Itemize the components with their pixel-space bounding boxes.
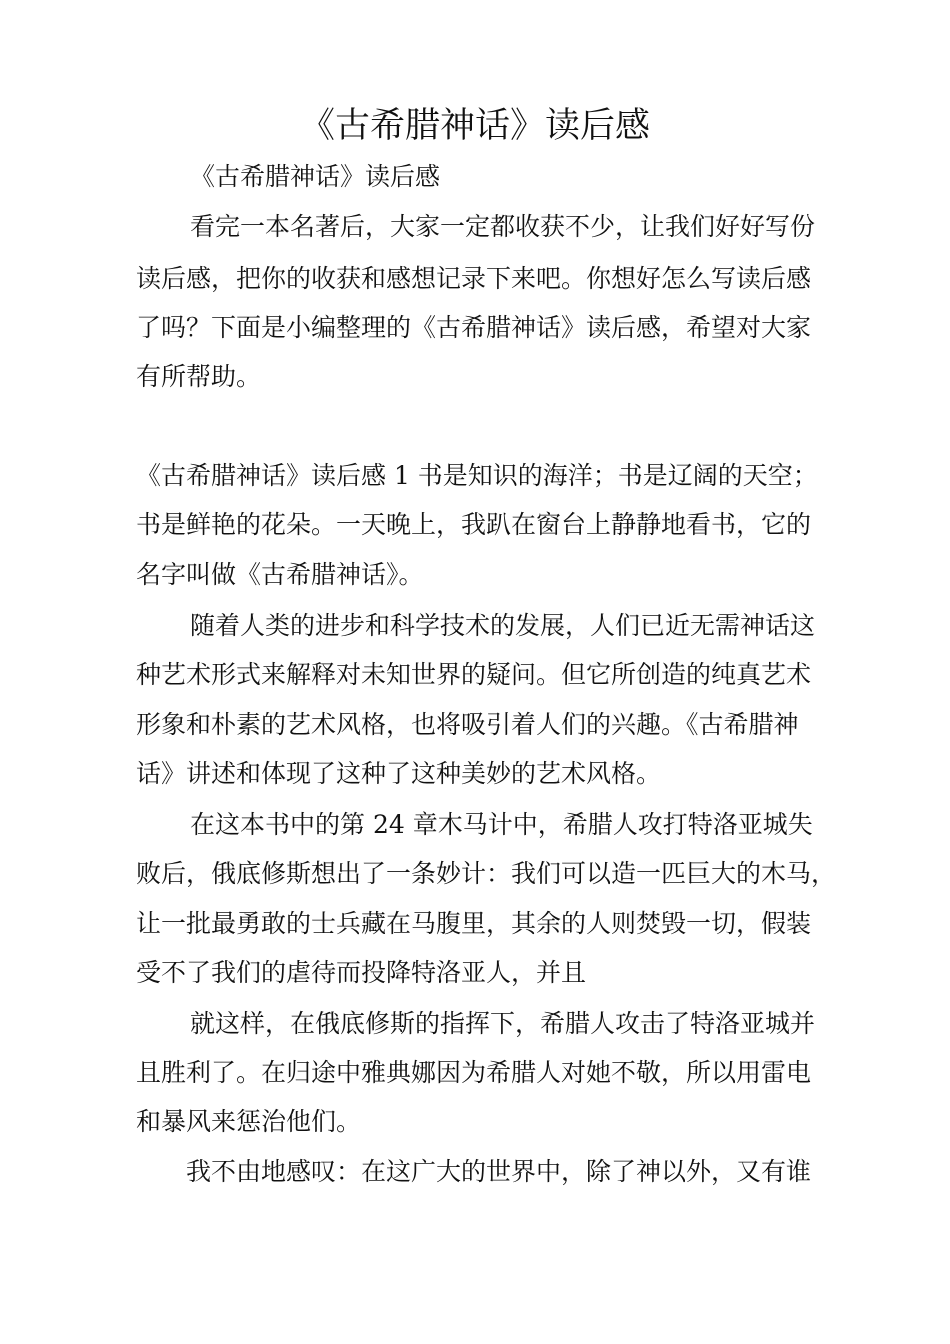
document-title: 《古希腊神话》读后感 (299, 106, 650, 146)
paragraph-line: 种艺术形式来解释对未知世界的疑问。但它所创造的纯真艺术 (136, 660, 812, 689)
paragraph-line: 了吗？下面是小编整理的《古希腊神话》读后感，希望对大家 (136, 313, 812, 342)
paragraph-line: 《古希腊神话》读后感 1 书是知识的海洋；书是辽阔的天空； (136, 461, 818, 490)
paragraph-line: 形象和朴素的艺术风格，也将吸引着人们的兴趣。《古希腊神 (136, 710, 799, 739)
paragraph-line: 就这样，在俄底修斯的指挥下，希腊人攻击了特洛亚城并 (190, 1009, 816, 1038)
paragraph-line: 和暴风来惩治他们。 (136, 1107, 362, 1136)
paragraph-line: 让一批最勇敢的士兵藏在马腹里，其余的人则焚毁一切，假装 (136, 909, 812, 938)
document-subtitle: 《古希腊神话》读后感 (190, 162, 441, 191)
paragraph-line: 败后，俄底修斯想出了一条妙计：我们可以造一匹巨大的木马， (136, 859, 837, 888)
paragraph-line: 看完一本名著后，大家一定都收获不少，让我们好好写份 (190, 212, 816, 241)
paragraph-line: 有所帮助。 (136, 362, 262, 391)
paragraph-line: 话》讲述和体现了这种了这种美妙的艺术风格。 (136, 759, 662, 788)
paragraph-line: 我不由地感叹：在这广大的世界中，除了神以外，又有谁 (186, 1157, 812, 1186)
paragraph-line: 随着人类的进步和科学技术的发展，人们已近无需神话这 (190, 611, 816, 640)
paragraph-line: 受不了我们的虐待而投降特洛亚人，并且 (136, 958, 587, 987)
paragraph-line: 书是鲜艳的花朵。一天晚上，我趴在窗台上静静地看书，它的 (136, 510, 812, 539)
paragraph-line: 读后感，把你的收获和感想记录下来吧。你想好怎么写读后感 (136, 264, 812, 293)
paragraph-line: 在这本书中的第 24 章木马计中，希腊人攻打特洛亚城失 (190, 810, 813, 839)
paragraph-line: 且胜利了。在归途中雅典娜因为希腊人对她不敬，所以用雷电 (136, 1058, 812, 1087)
paragraph-line: 名字叫做《古希腊神话》。 (136, 560, 424, 589)
